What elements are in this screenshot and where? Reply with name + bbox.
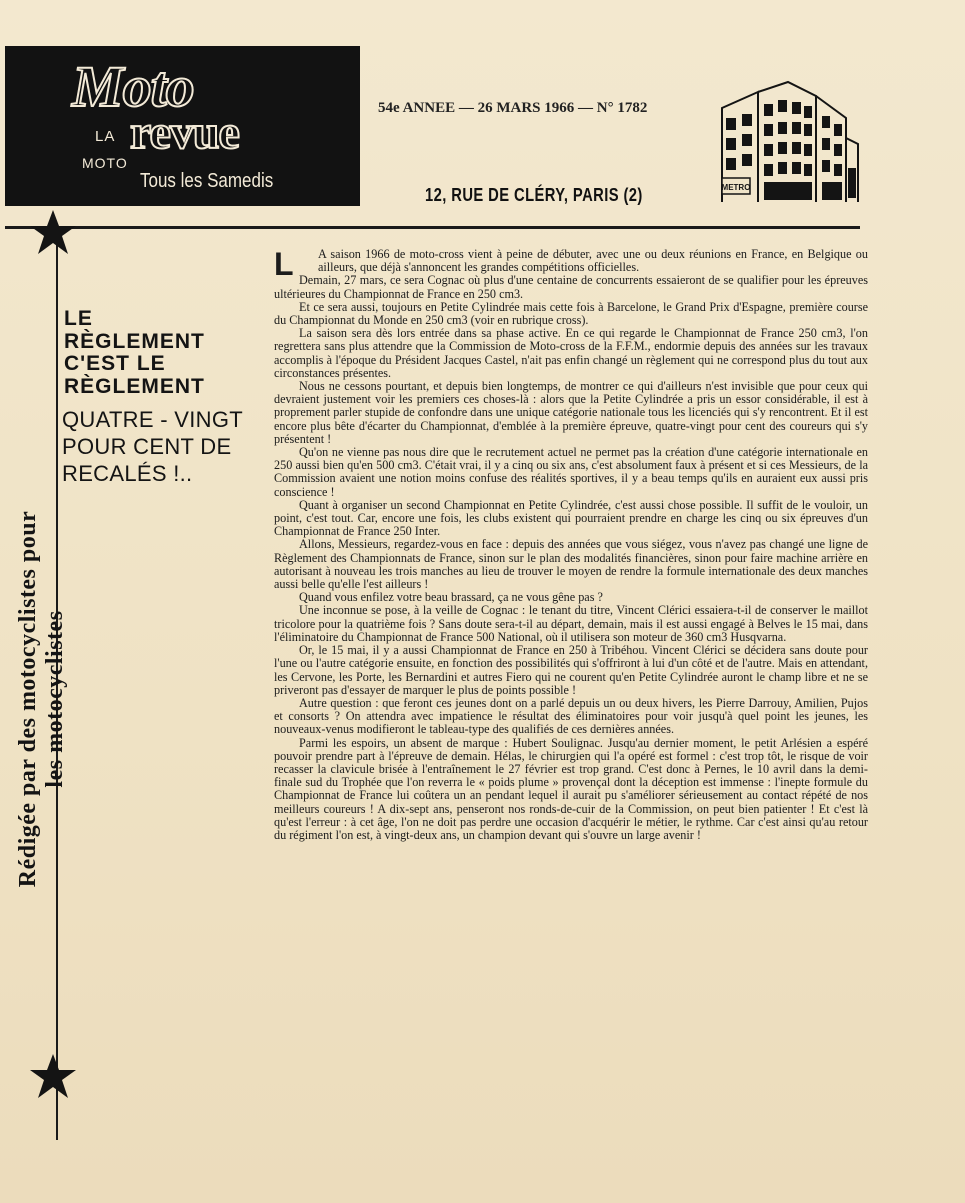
article-paragraph: Autre question : que feront ces jeunes dont on a parlé depuis un ou deux hivers, les Pierre Darrouy, Amilien, Pujos et consorts ? On attendra avec impatience le résultat des éliminatoires pour voir jusqu'à quel point les jeunes, les nouveaux-venus modifieront le tableau-type des qualifiés de ces dernières années. [274,695,868,737]
article-dropcap: L [274,246,294,282]
masthead-tagline: Tous les Samedis [140,170,274,192]
article-paragraph: Allons, Messieurs, regardez-vous en face : depuis des années que vous siégez, vous n'avez pas changé une ligne de Règlement des Championnats de France, sinon sur le plan des modalités financières, sinon pour faire machine arrière en autorisant à nouveau les trois manches au lieu de trouver le moyen de rendre la formule internationale des deux manches aussi belle qu'elle l'est ailleurs ! [274,537,868,592]
article-paragraph: Qu'on ne vienne pas nous dire que le recrutement actuel ne permet pas la création d'une catégorie internationale en 250 aussi bien qu'en 500 cm3. C'était vrai, il y a cinq ou six ans, c'est absolument faux à présent et si ces Messieurs, de la Commission avaient une notion moins confuse des réalités sportives, il y a beau temps qu'ils en auraient eux aussi pris conscience ! [274,445,868,499]
headline-line: LE [64,307,93,330]
article-paragraph: A saison 1966 de moto-cross vient à peine de débuter, avec une ou deux réunions en France, en Belgique ou ailleurs, que déjà s'annoncent les grandes compétitions officielles. [318,247,868,275]
sidebar-subhead [62,406,243,487]
article-paragraph: Nous ne cessons pourtant, et depuis bien longtemps, de montrer ce qui d'ailleurs n'est invisible que pour ceux qui devraient justement voir les premiers ces choses-là : alors que la Petite Cylindrée a pris un essor considérable, il est à proprement parler stupide de confondre dans une unique catégorie nationale tous les licenciés qui s'y rencontrent. Et il est encore plus bête d'écarter du Championnat, d'emblée à la première épreuve, quatre-vingt pour cent des coureurs qui s'y présentent ! [274,379,868,446]
article-paragraph: Or, le 15 mai, il y a aussi Championnat de France en 250 à Tribéhou. Vincent Clérici se décidera sans doute pour l'une ou l'autre catégorie ensuite, en fonction des possibilités qui s'offriront à lui d'un côté et de l'autre. Mais en attendant, les Cervone, les Porte, les Bernardini et autres Fiero qui ne courent qu'en Petite Cylindrée auront le champ libre et ne se priveront pas d'essayer de marquer le plus de points possible ! [274,643,868,697]
subhead-line: POUR CENT DE [62,434,232,459]
article-body [274,248,868,842]
header-rule [5,226,860,229]
headline-line: C'EST LE [64,352,166,375]
building-illustration [718,78,860,204]
logo-la-text: LA [95,128,116,145]
article-paragraph: Demain, 27 mars, ce sera Cognac où plus d'une centaine de concurrents essaieront de se qualifier pour les épreuves ultérieures du Championnat de France en 250 cm3. [274,273,868,301]
issue-line: 54e ANNEE — 26 MARS 1966 — N° 1782 [378,100,648,116]
article-paragraph: Quand vous enfilez votre beau brassard, ça ne vous gêne pas ? [299,590,603,605]
article-paragraph: Quant à organiser un second Championnat en Petite Cylindrée, c'est aussi chose possible. Il suffit de le vouloir, un point, c'est tout. Car, encore une fois, les clubs existent qui pourraient prendre en charge les cinq ou six épreuves d'un Championnat de France 250 Inter. [274,497,868,539]
star-ornament-icon [28,1052,78,1102]
subhead-line: RECALÉS !.. [62,461,193,486]
vertical-tagline: Rédigée par des motocyclistes pour les motocyclistes [15,510,68,888]
sidebar-headline [64,308,205,398]
star-ornament-icon [28,208,78,258]
article-paragraph: La saison sera dès lors entrée dans sa phase active. En ce qui regarde le Championnat de France 250 cm3, l'on regrettera sans plus attendre que la Commission de Moto-cross de la F.F.M., endormie depuis des années sur les travaux accomplis à l'époque du Président Jacques Castel, n'ait pas enfin changé un règlement qui ne correspond plus du tout aux circonstances présentes. [274,326,868,380]
address-line: 12, RUE DE CLÉRY, PARIS (2) [425,185,643,205]
article-paragraph: Une inconnue se pose, à la veille de Cognac : le tenant du titre, Vincent Clérici essaiera-t-il de conserver le maillot tricolore pour la quatrième fois ? Sans doute sera-t-il au départ, demain, mais il est aussi engagé à Belves le 15 mai, dans l'éliminatoire du Championnat de France 500 National, où il utilisera son moteur de 360 cm3 Husqvarna. [274,603,868,644]
article-paragraph: Et ce sera aussi, toujours en Petite Cylindrée mais cette fois à Barcelone, le Grand Prix d'Espagne, première course du Championnat du Monde en 250 cm3 (voir en rubrique cross). [274,299,868,328]
metro-sign: METRO [721,183,751,192]
article-paragraph: Parmi les espoirs, un absent de marque : Hubert Soulignac. Jusqu'au dernier moment, le petit Arlésien a espéré pouvoir prendre part à l'épreuve de demain. Hélas, le chirurgien qui l'a opéré est formel : c'est trop tôt, le risque de voir recasser la clavicule brisée à l'entraînement le 27 février est trop grand. C'est donc à Pernes, le 10 avril dans la demi-finale sud du Trophée que l'on reverra le « poids plume » provençal dont la déception est immense : l'inepte formule du Championnat de France lui coûtera un an pendant lequel il aurait pu s'améliorer sérieusement au contact répété de nos meilleurs coureurs ! A dix-sept ans, penseront nos ronds-de-cuir de la Commission, on peut bien patienter ! Et c'est là qu'est l'erreur : à cet âge, l'on ne doit pas perdre une occasion d'acquérir le métier, le rythme. Car c'est ainsi qu'au retour du régiment l'on est, à vingt-deux ans, un champion devant qui s'ouvre un large avenir ! [274,735,868,842]
logo-moto-text: Moto [72,54,194,119]
headline-line: RÈGLEMENT [64,374,205,398]
headline-line: RÈGLEMENT [64,329,205,353]
subhead-line: QUATRE - VINGT [62,407,244,432]
logo-revue-text: revue [130,106,239,159]
logo-moto-small-text: MOTO [82,155,128,171]
